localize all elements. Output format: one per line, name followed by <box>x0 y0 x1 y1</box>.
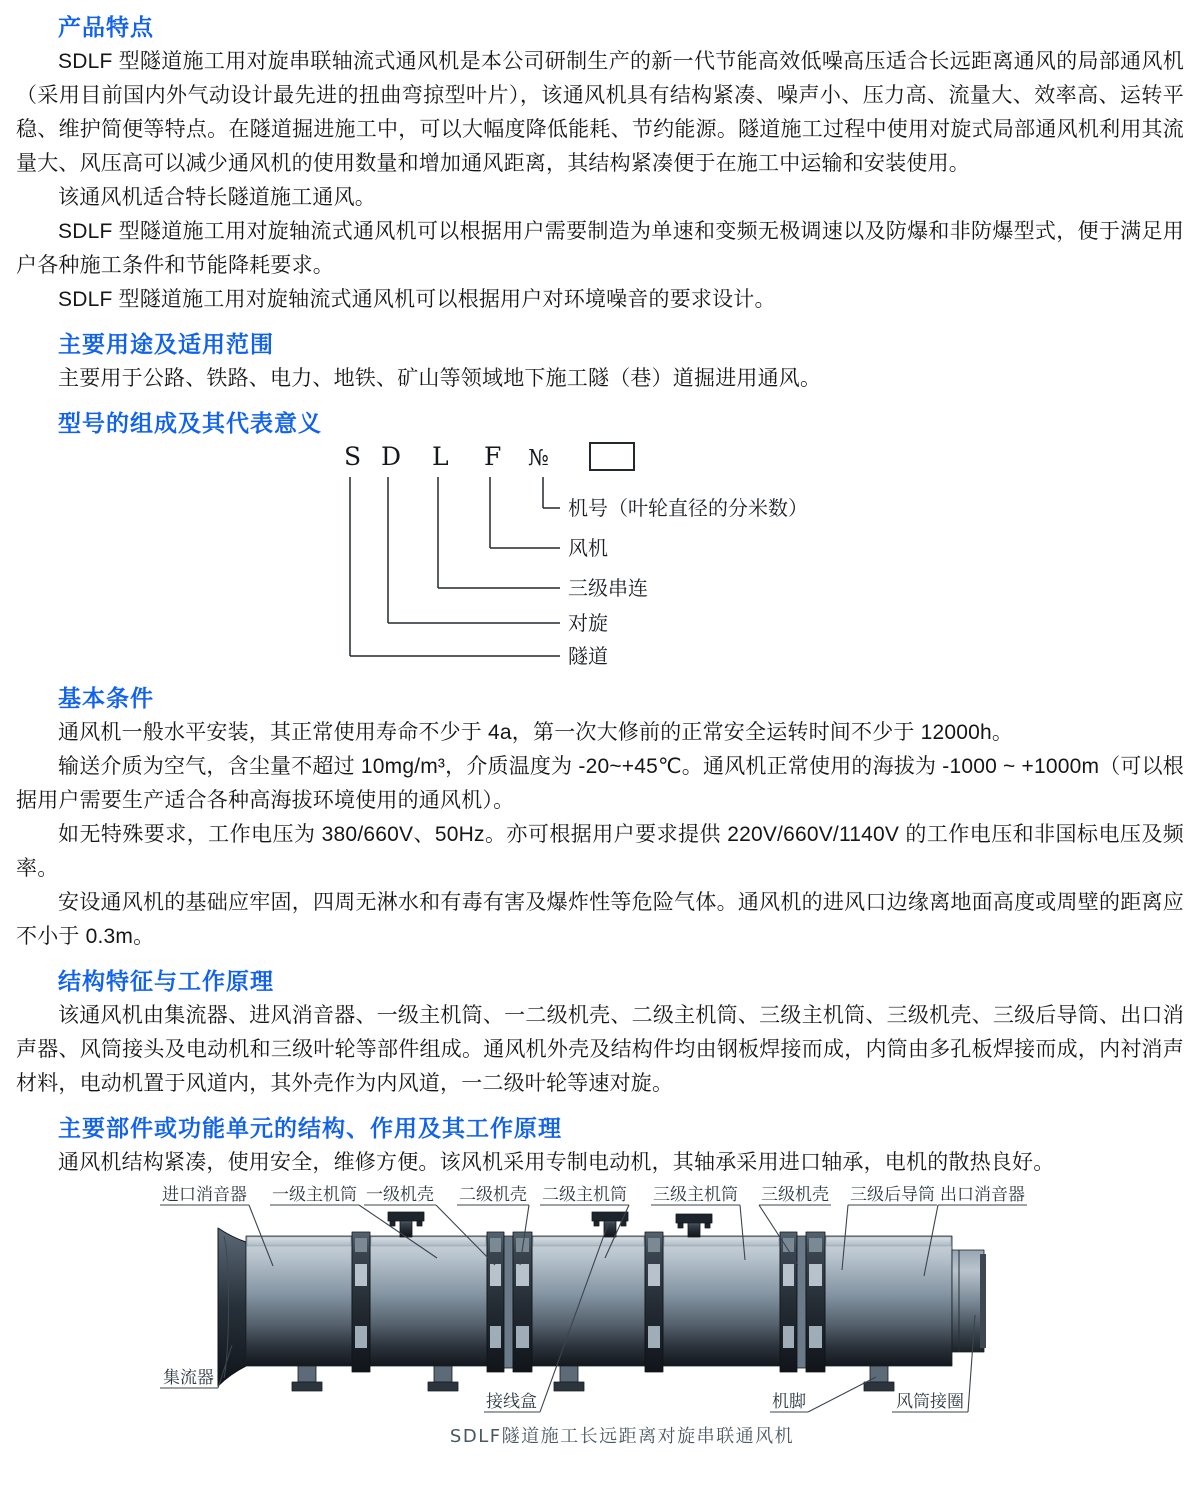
paragraph-product-features-4: SDLF 型隧道施工用对旋轴流式通风机可以根据用户对环境噪音的要求设计。 <box>58 288 776 311</box>
label-duct-ring: 风筒接圈 <box>896 1392 964 1412</box>
label-stage3-guide: 三级后导筒 <box>850 1185 935 1205</box>
section-stage3-barrel <box>663 1236 780 1366</box>
flange-band-4b <box>806 1232 825 1372</box>
label-counter-rotating: 对旋 <box>568 611 608 635</box>
label-three-stage-series: 三级串连 <box>568 576 648 600</box>
label-stage2-barrel: 二级主机筒 <box>542 1185 627 1205</box>
label-fan: 风机 <box>568 536 608 560</box>
flange-band-2b <box>513 1232 532 1372</box>
label-tunnel: 隧道 <box>568 644 608 668</box>
flange-band-3 <box>645 1232 663 1372</box>
heading-main-components: 主要部件或功能单元的结构、作用及其工作原理 <box>58 1115 562 1141</box>
paragraph-structure-principle: 该通风机由集流器、进风消音器、一级主机筒、一二级机壳、二级主机筒、三级主机筒、三级机壳、三级后导筒、出口消声器、风筒接头及电动机和三级叶轮等部件组成。通风机外壳及结构件均由钢板焊接而成，内筒由多孔板焊接而成，内衬消声材料，电动机置于风道内，其外壳作为内风道，一二级叶轮等速对旋。 <box>16 1004 1184 1095</box>
model-letter-d: D <box>381 442 402 471</box>
model-letter-no: № <box>528 446 549 471</box>
heading-product-features: 产品特点 <box>58 14 154 40</box>
junction-boxes <box>388 1212 712 1237</box>
label-stage3-barrel: 三级主机筒 <box>653 1185 738 1205</box>
paragraph-main-components: 通风机结构紧凑，使用安全，维修方便。该风机采用专制电动机，其轴承采用进口轴承，电机的散热良好。 <box>58 1151 1055 1174</box>
paragraph-product-features-1: SDLF 型隧道施工用对旋串联轴流式通风机是本公司研制生产的新一代节能高效低噪高压适合长远距离通风的局部通风机（采用目前国内外气动设计最先进的扭曲弯掠型叶片），该通风机具有结构紧凑、噪声小、压力高、流量大、效率高、运转平稳、维护简便等特点。在隧道掘进施工中，可以大幅度降低能耗、节约能源。隧道施工过程中使用对旋式局部通风机利用其流量大、风压高可以减少通风机的使用数量和增加通风距离，其结构紧凑便于在施工中运输和安装使用。 <box>16 50 1184 175</box>
model-letter-f: F <box>484 442 502 471</box>
label-stage1-barrel: 一级主机筒 <box>272 1185 357 1205</box>
flange-band-1 <box>352 1232 370 1372</box>
fan-structure-diagram <box>0 1180 1200 1478</box>
section-stage1-barrel <box>370 1236 487 1366</box>
paragraph-product-features-2: 该通风机适合特长隧道施工通风。 <box>58 186 376 209</box>
section-inlet-silencer <box>246 1236 352 1366</box>
paragraph-basic-conditions-4: 安设通风机的基础应牢固，四周无淋水和有毒有害及爆炸性等危险气体。通风机的进风口边缘离地面高度或周壁的距离应不小于 0.3m。 <box>16 891 1184 948</box>
mounting-feet <box>292 1366 894 1391</box>
flange-band-4a <box>780 1232 797 1372</box>
label-stage3-casing: 三级机壳 <box>761 1185 829 1205</box>
heading-structure-principle: 结构特征与工作原理 <box>58 968 274 994</box>
section-outlet-silencer <box>825 1236 952 1366</box>
label-foot: 机脚 <box>772 1392 806 1412</box>
duct-ring <box>952 1250 986 1352</box>
heading-model-composition: 型号的组成及其代表意义 <box>58 410 322 436</box>
paragraph-basic-conditions-1: 通风机一般水平安装，其正常使用寿命不少于 4a，第一次大修前的正常安全运转时间不少于 12000h。 <box>58 721 1014 744</box>
model-number-box <box>590 443 634 470</box>
label-inlet-silencer: 进口消音器 <box>162 1185 247 1205</box>
label-outlet-silencer: 出口消音器 <box>940 1185 1025 1205</box>
flange-band-2a <box>487 1232 504 1372</box>
heading-basic-conditions: 基本条件 <box>58 685 154 711</box>
model-letters <box>344 442 549 471</box>
label-fan-size: 机号（叶轮直径的分米数） <box>568 496 808 520</box>
fan-body-drawing <box>218 1212 986 1391</box>
model-diagram-labels <box>568 496 808 668</box>
paragraph-basic-conditions-2: 输送介质为空气，含尘量不超过 10mg/m³，介质温度为 -20~+45℃。通风机正常使用的海拔为 -1000 ~ +1000m（可以根据用户需要生产适合各种高海拔环境使用的通风机）。 <box>16 755 1184 812</box>
label-stage2-casing: 二级机壳 <box>459 1185 527 1205</box>
label-collector: 集流器 <box>163 1368 214 1388</box>
paragraph-basic-conditions-3: 如无特殊要求，工作电压为 380/660V、50Hz。亦可根据用户要求提供 220V/660V/1140V 的工作电压和非国标电压及频率。 <box>16 823 1184 880</box>
paragraph-main-uses: 主要用于公路、铁路、电力、地铁、矿山等领域地下施工隧（巷）道掘进用通风。 <box>58 367 822 390</box>
bell-mouth-shape <box>218 1228 246 1386</box>
section-stage2-barrel <box>532 1236 645 1366</box>
label-stage1-casing: 一级机壳 <box>366 1185 434 1205</box>
paragraph-product-features-3: SDLF 型隧道施工用对旋轴流式通风机可以根据用户需要制造为单速和变频无极调速以及防爆和非防爆型式，便于满足用户各种施工条件和节能降耗要求。 <box>16 220 1184 277</box>
fan-diagram-caption: SDLF隧道施工长远距离对旋串联通风机 <box>449 1426 795 1447</box>
heading-main-uses: 主要用途及适用范围 <box>58 331 274 357</box>
model-letter-s: S <box>344 442 362 471</box>
label-junction-box: 接线盒 <box>486 1392 537 1412</box>
model-letter-l: L <box>432 442 449 471</box>
model-composition-diagram <box>0 441 1200 681</box>
